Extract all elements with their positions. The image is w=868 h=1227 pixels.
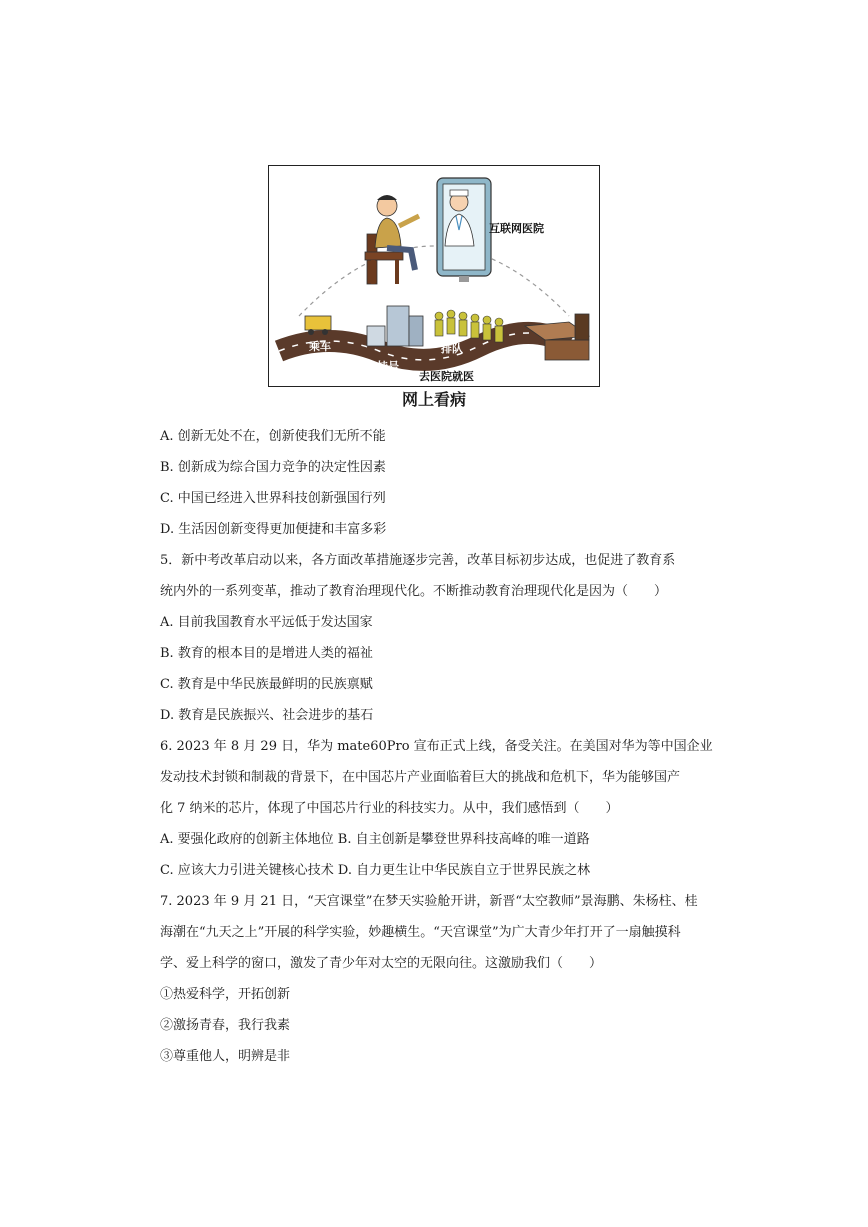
question-5-line-2: 统内外的一系列变革，推动了教育治理现代化。不断推动教育治理现代化是因为（ ） [160,584,668,599]
options-a-b: A. 要强化政府的创新主体地位 B. 自主创新是攀登世界科技高峰的唯一道路 [160,832,590,847]
choice-3: ③尊重他人，明辨是非 [160,1049,291,1064]
option-a: A. 创新无处不在，创新使我们无所不能 [160,429,386,444]
option-c: C. 中国已经进入世界科技创新强国行列 [160,491,386,506]
label-internet-hospital: 互联网医院 [489,222,544,235]
choice-2: ②激扬青春，我行我素 [160,1018,291,1033]
question-6-line-2: 发动技术封锁和制裁的背景下，在中国芯片产业面临着巨大的挑战和危机下，华为能够国产 [160,770,681,785]
question-5-line-1: 5．新中考改革启动以来，各方面改革措施逐步完善，改革目标初步达成，也促进了教育系 [160,553,676,568]
monitor-icon [437,178,491,282]
option-c: C. 教育是中华民族最鲜明的民族禀赋 [160,677,373,692]
label-ride: 乘车 [309,340,331,353]
label-queue: 排队 [441,342,463,355]
choice-1: ①热爱科学，开拓创新 [160,987,291,1002]
label-register: 挂号 [377,360,399,373]
question-6-line-1: 6. 2023 年 8 月 29 日，华为 mate60Pro 宣布正式上线，备受关注。在美国对华为等中国企业 [160,739,713,754]
question-7-line-3: 学、爱上科学的窗口，激发了青少年对太空的无限向往。这激励我们（ ） [160,956,603,971]
option-b: B. 创新成为综合国力竞争的决定性因素 [160,460,386,475]
patient-figure [365,195,419,284]
option-d: D. 生活因创新变得更加便捷和丰富多彩 [160,522,387,537]
option-b: B. 教育的根本目的是增进人类的福祉 [160,646,373,661]
question-7-line-1: 7. 2023 年 9 月 21 日，“天宫课堂”在梦天实验舱开讲，新晋“太空教师”景海鹏、朱杨柱、桂 [160,894,698,909]
hospital-building-icon [367,306,423,346]
label-go-to-hospital: 去医院就医 [419,370,474,383]
options-c-d: C. 应该大力引进关键核心技术 D. 自力更生让中华民族自立于世界民族之林 [160,863,591,878]
option-d: D. 教育是民族振兴、社会进步的基石 [160,708,374,723]
figure-caption: 网上看病 [401,390,466,409]
question-7-line-2: 海潮在“九天之上”开展的科学实验，妙趣横生。“天宫课堂”为广大青少年打开了一扇触摸科 [160,925,681,940]
illustration-online-doctor [268,165,600,387]
question-6-line-3: 化 7 纳米的芯片，体现了中国芯片行业的科技实力。从中，我们感悟到（ ） [160,801,619,816]
option-a: A. 目前我国教育水平远低于发达国家 [160,615,373,630]
